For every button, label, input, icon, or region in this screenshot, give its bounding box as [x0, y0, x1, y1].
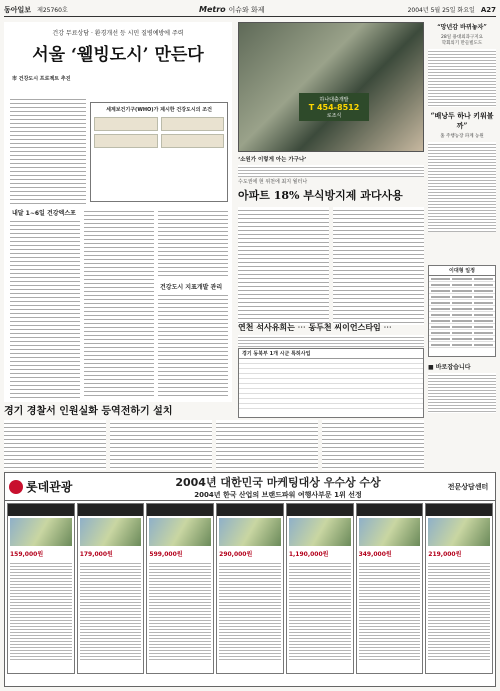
ad-tour-grid: [5, 501, 495, 676]
diagram-title: 세계보건기구(WHO)가 제시한 건강도시의 조건: [106, 107, 212, 113]
issue-number: 제25760호: [37, 7, 68, 14]
paper-name: 동아일보: [4, 5, 32, 14]
main-tag: 市 건강도시 프로젝트 추진: [12, 76, 71, 82]
tour-price: 599,000원: [149, 551, 183, 558]
sign-phone: T 454-8512: [308, 103, 360, 112]
apt-body-col2: [333, 207, 424, 325]
subhead-index: 건강도시 지표개발 관리: [160, 284, 223, 291]
sign-line2: 로조식: [326, 113, 342, 119]
tour-price: 290,000원: [219, 551, 253, 558]
main-body-col4b: [158, 292, 228, 398]
tour-card: [77, 503, 145, 674]
award-line1: 2004년 대한민국 마케팅대상 우수상 수상: [175, 475, 381, 489]
ad-logo: [5, 478, 115, 495]
sidebar-quote-sub: 28일 용대외과구지요: [441, 35, 483, 40]
corrections-body: [428, 373, 496, 413]
sidebar-col-title: “배낭두 하나 키워볼까”: [430, 111, 494, 130]
who-conditions-diagram: [90, 102, 228, 202]
sign-line1: 하나대출개발: [319, 97, 349, 103]
antique-article: [238, 322, 424, 346]
caption-text: [238, 165, 424, 177]
sidebar-body2: [428, 142, 496, 232]
police-body-col: [322, 420, 424, 470]
apt-body-col1: [238, 207, 329, 325]
sidebar-col-sub: 홈 주행농장 파계 농원: [440, 134, 484, 139]
diagram-cell: [161, 117, 225, 131]
main-kicker: 건강 무료상담 · 환경개선 등 시민 질병예방에 주력: [52, 30, 184, 37]
apt-headline: 아파트 18% 부식방지제 과다사용: [238, 189, 403, 202]
apt-article: [238, 178, 424, 318]
sidebar-quote-sub2: 학회의기 만들빌도도: [441, 41, 483, 46]
tour-price: 219,000원: [428, 551, 462, 558]
tour-card: [7, 503, 75, 674]
tour-card: [356, 503, 424, 674]
main-body-col4a: [158, 208, 228, 278]
tour-card: [425, 503, 493, 674]
corrections-title: ■ 바로잡습니다: [428, 364, 471, 371]
corrections-box: [428, 362, 496, 413]
tour-details: [10, 561, 72, 661]
photo-caption: [238, 155, 424, 177]
issue-date: 2004년 5월 25일 화요일: [407, 7, 475, 14]
main-body-col1: [10, 96, 86, 204]
award-line2: 2004년 한국 산업의 브랜드파워 여행사부문 1위 선정: [194, 490, 362, 499]
sidebar-body1: [428, 49, 496, 107]
schedule-row: [429, 342, 495, 348]
diagram-cell: [94, 117, 158, 131]
subhead-expo: 내달 1∼6일 건강엑스포: [12, 210, 76, 217]
ad-award: [115, 474, 441, 500]
tour-details: [428, 561, 490, 661]
ad-side-label: 전문상담센터: [447, 482, 489, 491]
section-brand: Metro: [199, 4, 226, 14]
main-article: [4, 22, 232, 402]
diagram-cell: [94, 134, 158, 148]
tour-price: 179,000원: [79, 551, 113, 558]
masthead: [4, 3, 496, 17]
brand-logo-icon: [9, 480, 23, 494]
sidebar-column: [428, 22, 496, 232]
schedule-box: [428, 265, 496, 357]
police-headline: 경기 경찰서 인원실화 등역전하기 설치: [4, 406, 173, 417]
police-article: [4, 402, 424, 470]
section-title: [199, 5, 265, 15]
tour-card: [286, 503, 354, 674]
main-body-col3: [84, 208, 154, 398]
sidebar-quote: “망년감 바뀌놓자”: [437, 24, 487, 31]
police-body-col: [110, 420, 212, 470]
caption-title: ‘소원가 이렇게 아는 가구나’: [238, 157, 307, 163]
travel-advertisement: [4, 472, 496, 687]
main-body-col2: [10, 218, 80, 398]
apt-kicker: 수도권에 현 위천에 최지 월터나: [238, 179, 308, 185]
tour-price: 159,000원: [10, 551, 44, 558]
schedule-title: 이대형 일정: [429, 266, 495, 276]
tour-price: 1,190,000원: [288, 551, 329, 558]
diagram-cell: [161, 134, 225, 148]
main-headline: 서울 ‘웰빙도시’ 만든다: [32, 45, 204, 65]
section-name: 이슈와 화제: [228, 5, 265, 14]
news-photo: [238, 22, 424, 152]
photo-sign: [299, 93, 369, 121]
tour-card: [146, 503, 214, 674]
tour-card: [216, 503, 284, 674]
tour-details: [289, 561, 351, 661]
tour-details: [80, 561, 142, 661]
tour-details: [359, 561, 421, 661]
tour-details: [219, 561, 281, 661]
antique-headline: 연천 석사유희는 ⋯ 동두천 씨이언스타임 ⋯: [238, 322, 392, 332]
antique-body: [238, 335, 424, 347]
table-title: 경기 동북부 1개 시군 특허사업: [239, 349, 423, 359]
tour-price: 349,000원: [358, 551, 392, 558]
ad-brand-name: 롯데관광: [26, 480, 73, 494]
tour-details: [149, 561, 211, 661]
police-body-col: [216, 420, 318, 470]
page-number: A27: [480, 5, 496, 14]
police-body-col: [4, 420, 106, 470]
